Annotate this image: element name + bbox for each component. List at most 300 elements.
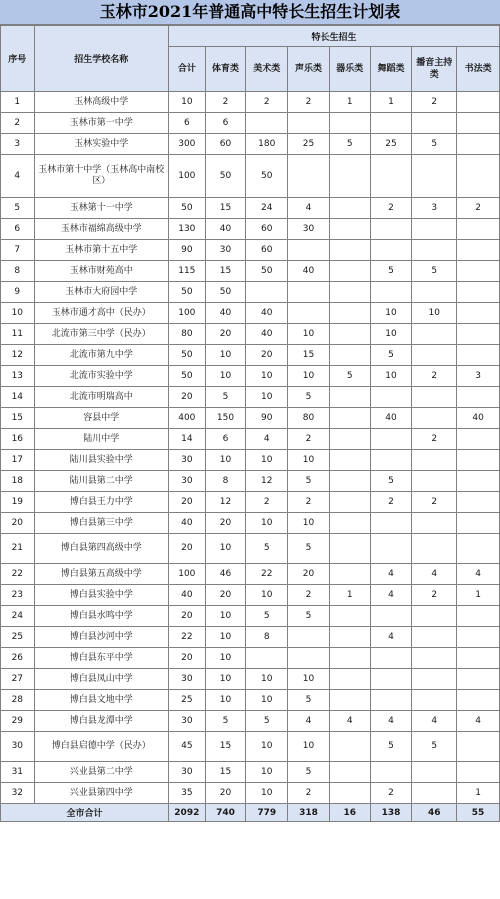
quota-cell: 300 (169, 134, 206, 155)
table-row (1, 92, 500, 113)
quota-cell (457, 606, 500, 627)
quota-cell: 20 (205, 324, 246, 345)
quota-cell (329, 471, 370, 492)
quota-cell: 5 (412, 732, 457, 762)
quota-cell (457, 429, 500, 450)
col-header-category: 舞蹈类 (370, 47, 412, 92)
quota-cell: 90 (169, 240, 206, 261)
total-cell: 740 (205, 804, 246, 822)
quota-cell (329, 606, 370, 627)
row-index: 30 (1, 732, 35, 762)
row-index: 25 (1, 627, 35, 648)
quota-cell (412, 690, 457, 711)
page-title: 玉林市2021年普通高中特长生招生计划表 (0, 0, 500, 25)
quota-cell (329, 732, 370, 762)
quota-cell (329, 429, 370, 450)
quota-cell: 30 (169, 450, 206, 471)
school-name: 博白县启德中学（民办） (34, 732, 168, 762)
quota-cell: 5 (288, 606, 330, 627)
school-name: 博白县第五高级中学 (34, 564, 168, 585)
school-name: 玉林市通才高中（民办） (34, 303, 168, 324)
table-row (1, 408, 500, 429)
school-name: 博白县水鸣中学 (34, 606, 168, 627)
quota-cell (329, 113, 370, 134)
enrollment-table (0, 25, 500, 822)
quota-cell: 4 (370, 585, 412, 606)
row-index: 21 (1, 534, 35, 564)
quota-cell (457, 324, 500, 345)
total-cell: 2092 (169, 804, 206, 822)
quota-cell (329, 492, 370, 513)
quota-cell: 30 (169, 711, 206, 732)
quota-cell: 6 (169, 113, 206, 134)
quota-cell: 30 (288, 219, 330, 240)
quota-cell (329, 198, 370, 219)
row-index: 19 (1, 492, 35, 513)
quota-cell: 12 (205, 492, 246, 513)
quota-cell: 2 (288, 492, 330, 513)
quota-cell (329, 155, 370, 198)
quota-cell (288, 113, 330, 134)
quota-cell (329, 534, 370, 564)
quota-cell (412, 219, 457, 240)
quota-cell: 25 (288, 134, 330, 155)
row-index: 18 (1, 471, 35, 492)
row-index: 26 (1, 648, 35, 669)
quota-cell: 130 (169, 219, 206, 240)
row-index: 7 (1, 240, 35, 261)
quota-cell: 100 (169, 303, 206, 324)
quota-cell: 10 (246, 762, 288, 783)
quota-cell (457, 387, 500, 408)
quota-cell: 1 (329, 585, 370, 606)
quota-cell: 80 (169, 324, 206, 345)
table-row (1, 155, 500, 198)
col-header-category: 声乐类 (288, 47, 330, 92)
quota-cell (457, 762, 500, 783)
quota-cell: 60 (246, 219, 288, 240)
table-row (1, 585, 500, 606)
quota-cell (370, 429, 412, 450)
quota-cell: 50 (169, 366, 206, 387)
row-index: 24 (1, 606, 35, 627)
school-name: 玉林市第十中学（玉林高中南校区） (34, 155, 168, 198)
school-name: 陆川县实验中学 (34, 450, 168, 471)
quota-cell: 5 (246, 711, 288, 732)
quota-cell (457, 282, 500, 303)
total-cell: 138 (370, 804, 412, 822)
quota-cell: 2 (412, 492, 457, 513)
quota-cell: 5 (288, 387, 330, 408)
row-index: 23 (1, 585, 35, 606)
quota-cell: 2 (457, 198, 500, 219)
quota-cell: 2 (288, 92, 330, 113)
quota-cell: 46 (205, 564, 246, 585)
quota-cell (412, 240, 457, 261)
quota-cell: 10 (246, 732, 288, 762)
table-row (1, 762, 500, 783)
table-row (1, 198, 500, 219)
table-row (1, 113, 500, 134)
table-row (1, 669, 500, 690)
row-index: 11 (1, 324, 35, 345)
quota-cell: 6 (205, 113, 246, 134)
quota-cell: 5 (370, 261, 412, 282)
quota-cell (370, 669, 412, 690)
quota-cell: 25 (370, 134, 412, 155)
quota-cell: 10 (205, 669, 246, 690)
quota-cell: 115 (169, 261, 206, 282)
quota-cell (457, 513, 500, 534)
quota-cell: 10 (246, 669, 288, 690)
quota-cell: 10 (288, 732, 330, 762)
quota-cell: 4 (457, 564, 500, 585)
row-index: 9 (1, 282, 35, 303)
quota-cell: 10 (288, 450, 330, 471)
school-name: 北流市实验中学 (34, 366, 168, 387)
table-row (1, 471, 500, 492)
quota-cell (457, 92, 500, 113)
quota-cell: 40 (246, 303, 288, 324)
quota-cell: 4 (246, 429, 288, 450)
col-header-school: 招生学校名称 (34, 26, 168, 92)
quota-cell (288, 155, 330, 198)
school-name: 博白县第三中学 (34, 513, 168, 534)
quota-cell: 10 (288, 669, 330, 690)
quota-cell: 35 (169, 783, 206, 804)
table-row (1, 606, 500, 627)
quota-cell: 2 (205, 92, 246, 113)
quota-cell: 15 (205, 732, 246, 762)
quota-cell (329, 240, 370, 261)
quota-cell (329, 219, 370, 240)
quota-cell (457, 303, 500, 324)
quota-cell: 22 (169, 627, 206, 648)
school-name: 玉林市大府园中学 (34, 282, 168, 303)
total-cell: 55 (457, 804, 500, 822)
quota-cell: 5 (288, 690, 330, 711)
quota-cell: 5 (412, 134, 457, 155)
table-row (1, 219, 500, 240)
quota-cell: 10 (246, 783, 288, 804)
col-header-category: 器乐类 (329, 47, 370, 92)
quota-cell (412, 534, 457, 564)
quota-cell: 50 (246, 155, 288, 198)
quota-cell (370, 606, 412, 627)
quota-cell: 10 (205, 345, 246, 366)
quota-cell (412, 471, 457, 492)
total-cell: 46 (412, 804, 457, 822)
total-cell: 318 (288, 804, 330, 822)
school-name: 博白县沙河中学 (34, 627, 168, 648)
quota-cell: 2 (412, 585, 457, 606)
quota-cell: 90 (246, 408, 288, 429)
quota-cell (412, 387, 457, 408)
quota-cell (329, 762, 370, 783)
quota-cell: 5 (205, 387, 246, 408)
quota-cell (412, 669, 457, 690)
quota-cell: 2 (412, 429, 457, 450)
quota-cell: 10 (246, 387, 288, 408)
table-row (1, 534, 500, 564)
school-name: 玉林高级中学 (34, 92, 168, 113)
row-index: 27 (1, 669, 35, 690)
quota-cell: 10 (288, 513, 330, 534)
quota-cell: 30 (169, 471, 206, 492)
quota-cell: 2 (412, 92, 457, 113)
school-name: 玉林市财苑高中 (34, 261, 168, 282)
quota-cell (370, 155, 412, 198)
table-row (1, 711, 500, 732)
row-index: 5 (1, 198, 35, 219)
quota-cell (457, 534, 500, 564)
quota-cell: 10 (205, 627, 246, 648)
quota-cell (329, 282, 370, 303)
quota-cell: 5 (246, 534, 288, 564)
quota-cell: 4 (370, 627, 412, 648)
quota-cell: 60 (205, 134, 246, 155)
quota-cell (457, 669, 500, 690)
quota-cell: 40 (288, 261, 330, 282)
col-header-category: 合计 (169, 47, 206, 92)
table-row (1, 366, 500, 387)
quota-cell (412, 606, 457, 627)
quota-cell: 2 (246, 92, 288, 113)
quota-cell (329, 513, 370, 534)
quota-cell (246, 282, 288, 303)
col-header-category: 书法类 (457, 47, 500, 92)
school-name: 玉林市第一中学 (34, 113, 168, 134)
quota-cell: 20 (246, 345, 288, 366)
quota-cell: 5 (370, 471, 412, 492)
table-row (1, 450, 500, 471)
quota-cell: 10 (288, 324, 330, 345)
quota-cell: 15 (205, 762, 246, 783)
row-index: 15 (1, 408, 35, 429)
school-name: 玉林市第十五中学 (34, 240, 168, 261)
quota-cell (412, 627, 457, 648)
table-row (1, 627, 500, 648)
col-header-group: 特长生招生 (169, 26, 500, 47)
quota-cell (370, 534, 412, 564)
quota-cell (370, 648, 412, 669)
quota-cell: 400 (169, 408, 206, 429)
quota-cell: 4 (288, 198, 330, 219)
quota-cell (370, 219, 412, 240)
quota-cell (457, 113, 500, 134)
quota-cell: 20 (169, 534, 206, 564)
quota-cell: 80 (288, 408, 330, 429)
quota-cell: 2 (246, 492, 288, 513)
quota-cell: 2 (288, 429, 330, 450)
quota-cell (329, 669, 370, 690)
quota-cell: 40 (169, 513, 206, 534)
school-name: 博白县龙潭中学 (34, 711, 168, 732)
quota-cell: 12 (246, 471, 288, 492)
quota-cell (412, 345, 457, 366)
quota-cell (457, 690, 500, 711)
col-header-category: 美术类 (246, 47, 288, 92)
quota-cell (288, 648, 330, 669)
quota-cell (288, 627, 330, 648)
table-row (1, 783, 500, 804)
quota-cell: 30 (169, 762, 206, 783)
quota-cell (457, 240, 500, 261)
row-index: 2 (1, 113, 35, 134)
table-row (1, 648, 500, 669)
quota-cell (288, 303, 330, 324)
quota-cell: 5 (205, 711, 246, 732)
row-index: 29 (1, 711, 35, 732)
quota-cell: 40 (246, 324, 288, 345)
quota-cell (370, 113, 412, 134)
quota-cell: 5 (412, 261, 457, 282)
quota-cell: 100 (169, 564, 206, 585)
school-name: 陆川县第二中学 (34, 471, 168, 492)
quota-cell (370, 450, 412, 471)
school-name: 兴业县第四中学 (34, 783, 168, 804)
table-row (1, 282, 500, 303)
quota-cell (329, 324, 370, 345)
quota-cell: 150 (205, 408, 246, 429)
table-row (1, 387, 500, 408)
quota-cell (457, 219, 500, 240)
quota-cell: 15 (288, 345, 330, 366)
quota-cell (412, 324, 457, 345)
quota-cell (329, 303, 370, 324)
quota-cell: 1 (457, 585, 500, 606)
col-header-category: 体育类 (205, 47, 246, 92)
school-name: 博白县文地中学 (34, 690, 168, 711)
table-row (1, 303, 500, 324)
school-name: 玉林实验中学 (34, 134, 168, 155)
quota-cell: 40 (169, 585, 206, 606)
table-row (1, 134, 500, 155)
quota-cell (457, 345, 500, 366)
quota-cell: 5 (370, 732, 412, 762)
quota-cell: 40 (205, 303, 246, 324)
quota-cell: 20 (205, 783, 246, 804)
quota-cell (412, 783, 457, 804)
row-index: 14 (1, 387, 35, 408)
quota-cell: 2 (288, 585, 330, 606)
quota-cell (329, 690, 370, 711)
quota-cell (329, 450, 370, 471)
quota-cell: 10 (205, 690, 246, 711)
school-name: 博白县东平中学 (34, 648, 168, 669)
quota-cell (329, 648, 370, 669)
quota-cell: 10 (370, 303, 412, 324)
quota-cell: 4 (412, 564, 457, 585)
quota-cell: 2 (288, 783, 330, 804)
quota-cell: 2 (370, 492, 412, 513)
quota-cell: 10 (169, 92, 206, 113)
quota-cell (457, 648, 500, 669)
quota-cell (412, 155, 457, 198)
school-name: 博白县凤山中学 (34, 669, 168, 690)
row-index: 3 (1, 134, 35, 155)
table-row (1, 324, 500, 345)
quota-cell: 30 (169, 669, 206, 690)
quota-cell (457, 450, 500, 471)
col-header-category: 播音主持类 (412, 47, 457, 92)
quota-cell: 10 (205, 648, 246, 669)
school-name: 玉林第十一中学 (34, 198, 168, 219)
quota-cell (329, 783, 370, 804)
quota-cell: 1 (457, 783, 500, 804)
quota-cell: 20 (169, 648, 206, 669)
quota-cell: 2 (412, 366, 457, 387)
quota-cell: 10 (370, 324, 412, 345)
quota-cell: 10 (246, 690, 288, 711)
quota-cell: 10 (246, 450, 288, 471)
school-name: 玉林市福绵高级中学 (34, 219, 168, 240)
quota-cell: 100 (169, 155, 206, 198)
quota-cell: 5 (329, 366, 370, 387)
quota-cell: 50 (205, 155, 246, 198)
quota-cell: 15 (205, 261, 246, 282)
quota-cell: 4 (412, 711, 457, 732)
quota-cell: 5 (370, 345, 412, 366)
quota-cell: 5 (246, 606, 288, 627)
school-name: 容县中学 (34, 408, 168, 429)
header-row-top (1, 26, 500, 47)
quota-cell (370, 762, 412, 783)
quota-cell: 5 (288, 762, 330, 783)
quota-cell: 30 (205, 240, 246, 261)
quota-cell: 10 (205, 366, 246, 387)
quota-cell (329, 387, 370, 408)
quota-cell: 22 (246, 564, 288, 585)
quota-cell (288, 282, 330, 303)
quota-cell: 20 (169, 492, 206, 513)
quota-cell: 24 (246, 198, 288, 219)
quota-cell (457, 471, 500, 492)
total-label: 全市合计 (1, 804, 169, 822)
total-cell: 779 (246, 804, 288, 822)
quota-cell: 50 (169, 282, 206, 303)
school-name: 博白县第四高级中学 (34, 534, 168, 564)
quota-cell: 60 (246, 240, 288, 261)
total-row (1, 804, 500, 822)
quota-cell: 6 (205, 429, 246, 450)
quota-cell (370, 513, 412, 534)
quota-cell: 8 (205, 471, 246, 492)
row-index: 20 (1, 513, 35, 534)
quota-cell (412, 408, 457, 429)
table-row (1, 240, 500, 261)
quota-cell (457, 492, 500, 513)
row-index: 10 (1, 303, 35, 324)
table-row (1, 345, 500, 366)
school-name: 博白县实验中学 (34, 585, 168, 606)
table-row (1, 690, 500, 711)
row-index: 16 (1, 429, 35, 450)
quota-cell (457, 155, 500, 198)
quota-cell: 4 (288, 711, 330, 732)
quota-cell: 5 (288, 471, 330, 492)
quota-cell (412, 450, 457, 471)
quota-cell: 10 (288, 366, 330, 387)
quota-cell (329, 564, 370, 585)
row-index: 1 (1, 92, 35, 113)
quota-cell (412, 762, 457, 783)
school-name: 陆川中学 (34, 429, 168, 450)
quota-cell (246, 113, 288, 134)
quota-cell (457, 732, 500, 762)
row-index: 8 (1, 261, 35, 282)
quota-cell: 4 (457, 711, 500, 732)
